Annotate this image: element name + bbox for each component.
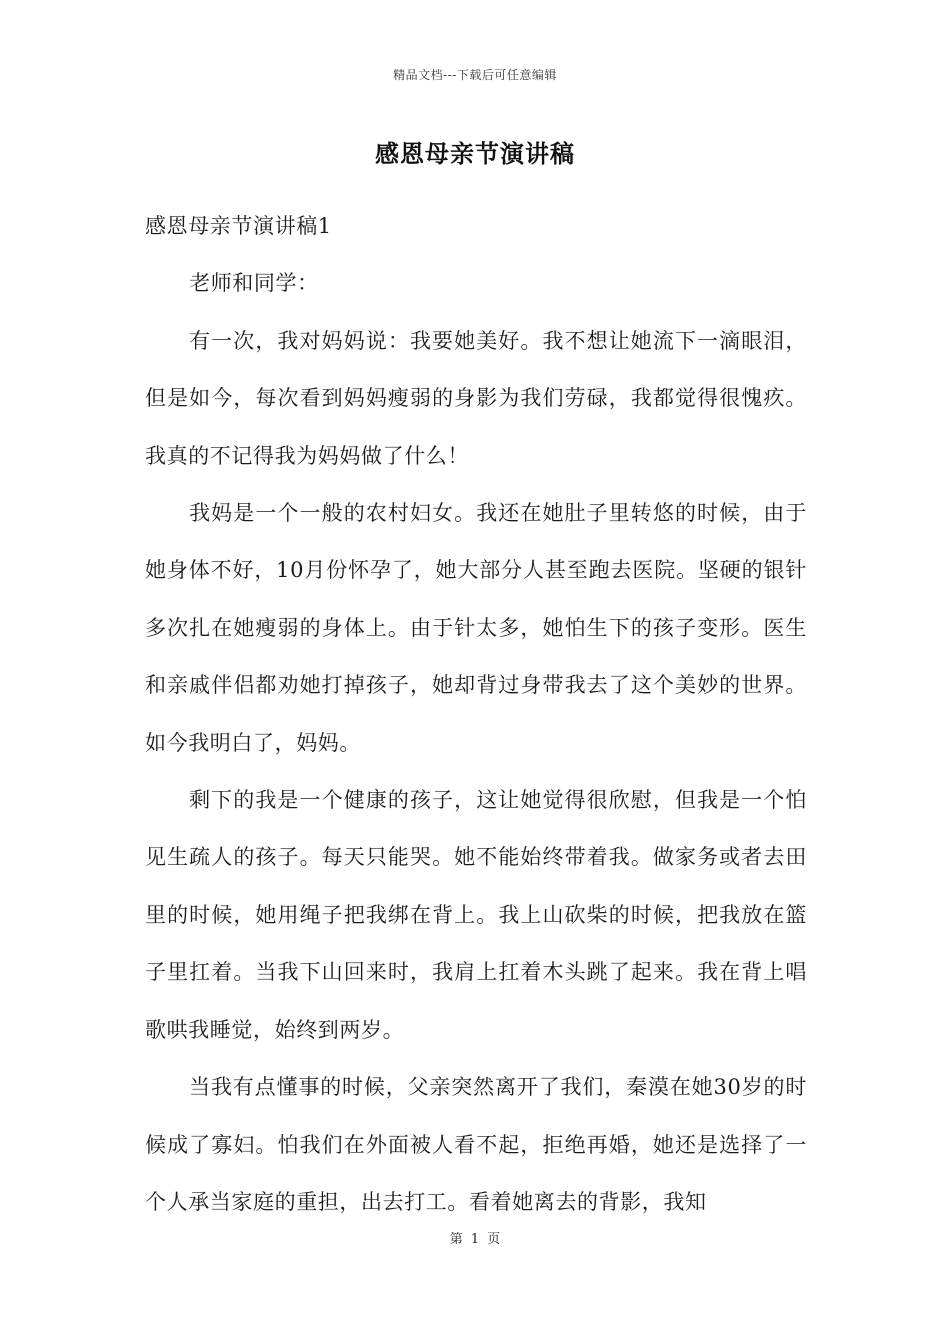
paragraph: 当我有点懂事的时候，父亲突然离开了我们，秦漠在她30岁的时候成了寡妇。怕我们在外面被人看不起，拒绝再婚，她还是选择了一个人承当家庭的重担，出去打工。看着她离去的背影，我知 bbox=[145, 1075, 807, 1214]
header-note: 精品文档---下载后可任意编辑 bbox=[393, 68, 557, 82]
document-body bbox=[145, 198, 807, 1231]
document-title: 感恩母亲节演讲稿 bbox=[375, 139, 575, 168]
paragraph: 剩下的我是一个健康的孩子，这让她觉得很欣慰，但我是一个怕见生疏人的孩子。每天只能哭。她不能始终带着我。做家务或者去田里的时候，她用绳子把我绑在背上。我上山砍柴的时候，把我放在篮子里扛着。当我下山回来时，我肩上扛着木头跳了起来。我在背上唱歌哄我睡觉，始终到两岁。 bbox=[145, 788, 807, 1042]
paragraph: 我妈是一个一般的农村妇女。我还在她肚子里转悠的时候，由于她身体不好，10月份怀孕了，她大部分人甚至跑去医院。坚硬的银针多次扎在她瘦弱的身体上。由于针太多，她怕生下的孩子变形。医生和亲戚伴侣都劝她打掉孩子，她却背过身带我去了这个美妙的世界。如今我明白了，妈妈。 bbox=[145, 501, 807, 755]
page-number: 第 1 页 bbox=[449, 1232, 501, 1247]
paragraph-salutation: 老师和同学： bbox=[189, 271, 319, 296]
paragraph: 有一次，我对妈妈说：我要她美好。我不想让她流下一滴眼泪，但是如今，每次看到妈妈瘦弱的身影为我们劳碌，我都觉得很愧疚。我真的不记得我为妈妈做了什么！ bbox=[145, 328, 807, 468]
section-subtitle: 感恩母亲节演讲稿1 bbox=[145, 214, 332, 238]
